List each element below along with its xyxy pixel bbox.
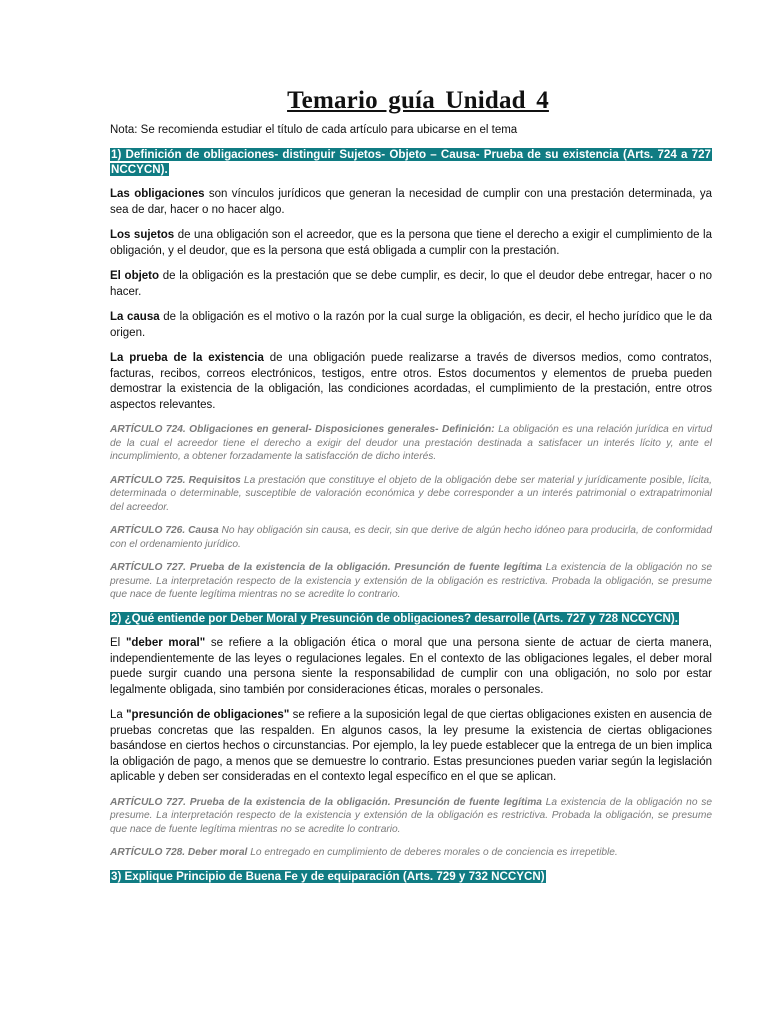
term-objeto: El objeto [110,270,160,282]
note-text: Nota: Se recomienda estudiar el título de cada artículo para ubicarse en el tema [110,124,518,136]
term-sujetos: Los sujetos [110,229,175,241]
article-724: ARTÍCULO 724. Obligaciones en general- Disposiciones generales- Definición: La obligación es una relación jurídica en virtud de la cual el acreedor tiene el derecho a exigir del deudor una prestación destinada a satisfacer un interés lícito y, ante el incumplimiento, a obtener forzadamente la satisfacción de dicho interés. [110,424,712,462]
article-727: ARTÍCULO 727. Prueba de la existencia de la obligación. Presunción de fuente legítima La existencia de la obligación no se presume. La interpretación respecto de la existencia y extensión de la obligación es restrictiva. Probada la obligación, se presume que nace de fuente legítima mientras no se acredite lo contrario. [110,562,712,600]
term-presuncion: "presunción de obligaciones" [126,709,290,721]
article-725: ARTÍCULO 725. Requisitos La prestación que constituye el objeto de la obligación debe ser material y jurídicamente posible, lícita, determinada o determinable, susceptible de valoración económica y debe corresponder a un interés patrimonial o extrapatrimonial del acreedor. [110,474,712,513]
section-heading-3: 3) Explique Principio de Buena Fe y de equiparación (Arts. 729 y 732 NCCYCN) [111,869,545,883]
section-heading-2: 2) ¿Qué entiende por Deber Moral y Presunción de obligaciones? desarrolle (Arts. 727 y 728 NCCYCN). [111,611,678,625]
paragraph-causa: La causa de la obligación es el motivo o la razón por la cual surge la obligación, es decir, el hecho jurídico que le da origen. [110,311,712,339]
article-727-repeat: ARTÍCULO 727. Prueba de la existencia de la obligación. Presunción de fuente legítima La existencia de la obligación no se presume. La interpretación respecto de la existencia y extensión de la obligación es restrictiva. Probada la obligación, se presume que nace de fuente legítima mientras no se acredite lo contrario. [110,796,712,835]
paragraph-objeto: El objeto de la obligación es la prestación que se debe cumplir, es decir, lo que el deudor debe entregar, hacer o no hacer. [110,270,712,298]
article-728: ARTÍCULO 728. Deber moral Lo entregado en cumplimiento de deberes morales o de conciencia es irrepetible. [110,847,618,858]
page-title: Temario guía Unidad 4 [287,87,549,114]
term-prueba: La prueba de la existencia [110,352,264,364]
paragraph-sujetos: Los sujetos de una obligación son el acreedor, que es la persona que tiene el derecho a exigir el cumplimiento de la obligación, y el deudor, que es la persona que está obligada a cumplir con la prestación. [110,229,712,257]
section-heading-1: 1) Definición de obligaciones- distinguir Sujetos- Objeto – Causa- Prueba de su existencia (Arts. 724 a 727 NCCYCN). [111,148,711,176]
term-obligaciones: Las obligaciones [110,188,205,200]
term-causa: La causa [110,311,160,323]
paragraph-presuncion: La "presunción de obligaciones" se refiere a la suposición legal de que ciertas obligaciones existen en ausencia de pruebas concretas que las respalden. En algunos casos, la ley presume la existencia de ciertas obligaciones basándose en ciertos hechos o circunstancias. Por ejemplo, la ley puede establecer que la entrega de un bien implica la obligación de pago, a menos que se demuestre lo contrario. Estas presunciones pueden variar según la legislación aplicable y deben ser consideradas en el contexto legal específico en el que se aplican. [110,709,712,783]
paragraph-obligaciones: Las obligaciones son vínculos jurídicos que generan la necesidad de cumplir con una prestación determinada, ya sea de dar, hacer o no hacer algo. [110,188,712,216]
paragraph-prueba: La prueba de la existencia de una obligación puede realizarse a través de diversos medios, como contratos, facturas, recibos, correos electrónicos, testigos, entre otros. Estos documentos y elementos de prueba pueden demostrar la existencia de la obligación, las condiciones acordadas, el cumplimiento de la prestación, entre otros aspectos relevantes. [110,352,712,411]
term-deber-moral: "deber moral" [125,637,206,649]
article-726: ARTÍCULO 726. Causa No hay obligación sin causa, es decir, sin que derive de algún hecho idóneo para producirla, de conformidad con el ordenamiento jurídico. [110,525,712,550]
paragraph-deber-moral: El "deber moral" se refiere a la obligación ética o moral que una persona siente de actuar de cierta manera, independientemente de las leyes o regulaciones legales. En el contexto de las obligaciones legales, el deber moral puede surgir cuando una persona siente la responsabilidad de cumplir con una obligación, no solo por estar legalmente obligada, sino también por consideraciones éticas, morales o personales. [110,637,712,696]
